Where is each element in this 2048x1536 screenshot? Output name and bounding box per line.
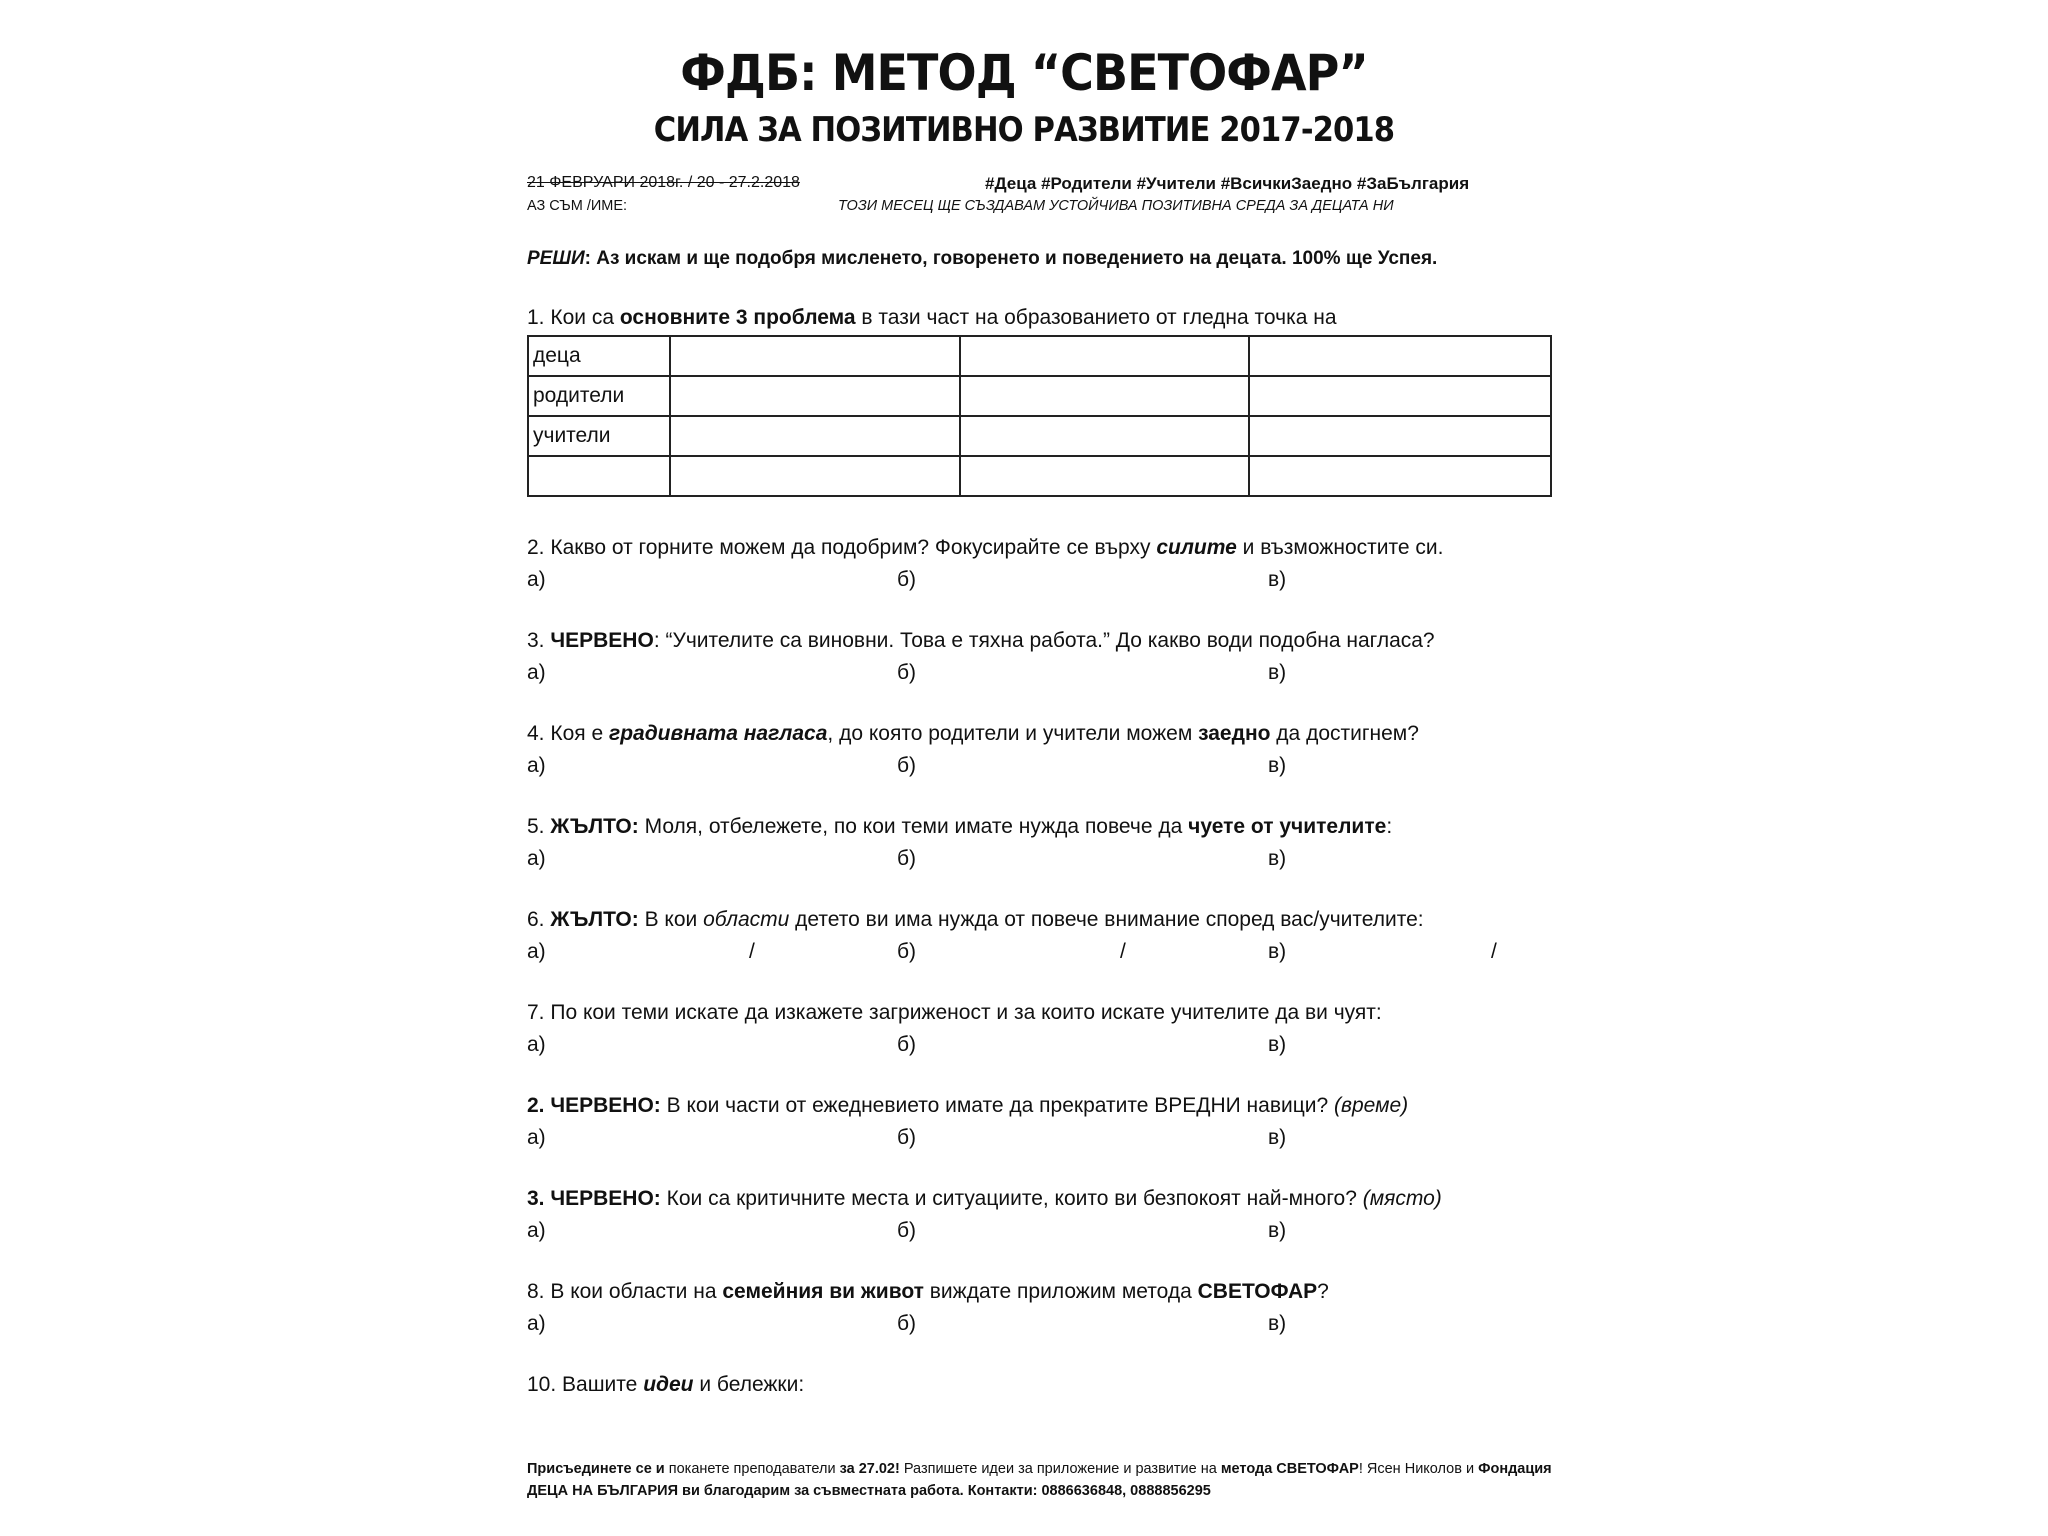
q1-text-b: в тази част на образованието от гледна точка на: [855, 306, 1337, 329]
row-label: учители: [528, 416, 670, 456]
question-red-3: [527, 1187, 1442, 1211]
q5-bold-b: чуете от учителите: [1188, 815, 1387, 838]
page-title: ФДБ: МЕТОД “СВЕТОФАР”: [680, 44, 1368, 102]
q3-num: 3.: [527, 629, 551, 652]
table-cell[interactable]: [1249, 456, 1551, 496]
answer-b[interactable]: б): [897, 940, 917, 963]
answer-b[interactable]: б): [897, 1219, 917, 1242]
q9-bold: 3. ЧЕРВЕНО:: [527, 1187, 661, 1210]
table-row: [528, 456, 1551, 496]
answer-c[interactable]: в): [1268, 1126, 1287, 1149]
table-cell[interactable]: [1249, 376, 1551, 416]
table-row: [528, 416, 1551, 456]
page-subtitle: СИЛА ЗА ПОЗИТИВНО РАЗВИТИЕ 2017-2018: [653, 110, 1395, 150]
question-3: [527, 629, 1435, 653]
answer-separator: /: [749, 940, 755, 963]
q4-text-a: 4. Коя е: [527, 722, 609, 745]
answer-b[interactable]: б): [897, 661, 917, 684]
q6-text-b: детето ви има нужда от повече внимание според вас/учителите:: [789, 908, 1424, 931]
answer-a[interactable]: а): [527, 568, 546, 591]
q10-text-a: 8. В кои области на: [527, 1280, 723, 1303]
footer-text-3: ! Ясен Николов и: [1358, 1461, 1479, 1477]
row-label: деца: [528, 336, 670, 376]
answer-b[interactable]: б): [897, 1126, 917, 1149]
answer-a[interactable]: а): [527, 847, 546, 870]
footer-bold-3: метода СВЕТОФАР: [1220, 1461, 1359, 1477]
table-cell[interactable]: [960, 456, 1248, 496]
answer-c[interactable]: в): [1268, 940, 1287, 963]
question-8: [527, 1280, 1329, 1304]
answer-a[interactable]: а): [527, 1126, 546, 1149]
resolve-statement: [527, 248, 1437, 270]
q10-bold-b: СВЕТОФАР: [1197, 1280, 1318, 1303]
question-4: [527, 722, 1419, 746]
answer-c[interactable]: в): [1268, 1033, 1287, 1056]
answer-separator: /: [1491, 940, 1497, 963]
answer-a[interactable]: а): [527, 940, 546, 963]
footer-bold-1: Присъединете се и: [527, 1461, 665, 1477]
q2-text-a: 2. Какво от горните можем да подобрим? Фокусирайте се върху: [527, 536, 1157, 559]
q6-text-a: В кои: [638, 908, 704, 931]
row-label: родители: [528, 376, 670, 416]
q5-num: 5.: [527, 815, 551, 838]
answer-c[interactable]: в): [1268, 661, 1287, 684]
table-cell[interactable]: [1249, 336, 1551, 376]
table-row: [528, 376, 1551, 416]
q8-bold: 2. ЧЕРВЕНО:: [527, 1094, 661, 1117]
footer-bold-2: за 27.02!: [839, 1461, 900, 1477]
table-cell[interactable]: [1249, 416, 1551, 456]
row-label: [528, 456, 670, 496]
question-2: [527, 536, 1443, 560]
q11-text-b: и бележки:: [693, 1373, 805, 1396]
answer-a[interactable]: а): [527, 1219, 546, 1242]
footer-text-1: поканете преподаватели: [664, 1461, 840, 1477]
q11-emph: идеи: [643, 1373, 694, 1396]
footer-text-2: Разпишете идеи за приложение и развитие на: [899, 1461, 1221, 1477]
question-6: [527, 908, 1424, 932]
question-red-2: [527, 1094, 1408, 1118]
answer-c[interactable]: в): [1268, 1312, 1287, 1335]
table-cell[interactable]: [960, 336, 1248, 376]
footer-bold-4: Фондация ДЕЦА НА БЪЛГАРИЯ ви благодарим за съвместната работа. Контакти: 0886636848, 0888856295: [527, 1461, 1552, 1499]
q2-text-b: и възможностите си.: [1236, 536, 1444, 559]
answer-b[interactable]: б): [897, 847, 917, 870]
table-cell[interactable]: [670, 376, 960, 416]
answer-a[interactable]: а): [527, 1312, 546, 1335]
answer-c[interactable]: в): [1268, 568, 1287, 591]
q3-text: : “Учителите са виновни. Това е тяхна работа.” До какво води подобна нагласа?: [653, 629, 1435, 652]
answer-a[interactable]: а): [527, 1033, 546, 1056]
answer-b[interactable]: б): [897, 754, 917, 777]
resolve-label: РЕШИ: [527, 248, 585, 269]
answer-b[interactable]: б): [897, 568, 917, 591]
q8-italic: (време): [1334, 1094, 1409, 1117]
question-10: [527, 1373, 804, 1397]
table-cell[interactable]: [670, 336, 960, 376]
answer-c[interactable]: в): [1268, 847, 1287, 870]
q3-bold: ЧЕРВЕНО: [550, 629, 654, 652]
table-cell[interactable]: [960, 376, 1248, 416]
date-line: 21 ФЕВРУАРИ 2018г. / 20 - 27.2.2018: [527, 174, 800, 191]
answer-c[interactable]: в): [1268, 1219, 1287, 1242]
q9-italic: (място): [1362, 1187, 1442, 1210]
q10-text-b: виждате приложим метода: [923, 1280, 1198, 1303]
q11-text-a: 10. Вашите: [527, 1373, 644, 1396]
name-label: АЗ СЪМ /ИМЕ:: [527, 198, 628, 214]
q4-text-b: , до която родители и учители можем: [827, 722, 1199, 745]
q4-bold: заедно: [1198, 722, 1271, 745]
answer-a[interactable]: а): [527, 661, 546, 684]
q1-text-a: 1. Кои са: [527, 306, 620, 329]
q2-emph: силите: [1156, 536, 1237, 559]
table-cell[interactable]: [670, 416, 960, 456]
q9-text: Кои са критичните места и ситуациите, които ви безпокоят най-много?: [660, 1187, 1363, 1210]
q1-bold: основните 3 проблема: [619, 306, 856, 329]
answer-b[interactable]: б): [897, 1033, 917, 1056]
q10-bold: семейния ви живот: [722, 1280, 924, 1303]
q8-text: В кои части от ежедневието имате да прекратите ВРЕДНИ навици?: [660, 1094, 1334, 1117]
answer-b[interactable]: б): [897, 1312, 917, 1335]
q5-text-b: :: [1386, 815, 1393, 838]
q6-bold: ЖЪЛТО:: [550, 908, 639, 931]
question-1: [527, 306, 1337, 330]
question-7: 7. По кои теми искате да изкажете загриженост и за които искате учителите да ви чуят:: [527, 1001, 1382, 1024]
problems-table: [527, 335, 1552, 497]
question-5: [527, 815, 1392, 839]
resolve-text: : Аз искам и ще подобря мисленето, говоренето и поведението на децата. 100% ще Успея.: [584, 248, 1438, 269]
q4-emph: градивната нагласа: [608, 722, 828, 745]
answer-separator: /: [1120, 940, 1126, 963]
q4-text-c: да достигнем?: [1270, 722, 1419, 745]
q6-italic: области: [703, 908, 790, 931]
table-cell[interactable]: [960, 416, 1248, 456]
answer-a[interactable]: а): [527, 754, 546, 777]
q5-bold: ЖЪЛТО:: [550, 815, 639, 838]
q6-num: 6.: [527, 908, 551, 931]
q10-text-c: ?: [1317, 1280, 1329, 1303]
answer-c[interactable]: в): [1268, 754, 1287, 777]
month-goal: ТОЗИ МЕСЕЦ ЩЕ СЪЗДАВАМ УСТОЙЧИВА ПОЗИТИВНА СРЕДА ЗА ДЕЦАТА НИ: [838, 198, 1394, 214]
q5-text-a: Моля, отбележете, по кои теми имате нужда повече да: [638, 815, 1189, 838]
table-row: [528, 336, 1551, 376]
footer-note: [527, 1458, 1557, 1502]
table-cell[interactable]: [670, 456, 960, 496]
hashtags: #Деца #Родители #Учители #ВсичкиЗаедно #ЗаБългария: [985, 174, 1470, 193]
